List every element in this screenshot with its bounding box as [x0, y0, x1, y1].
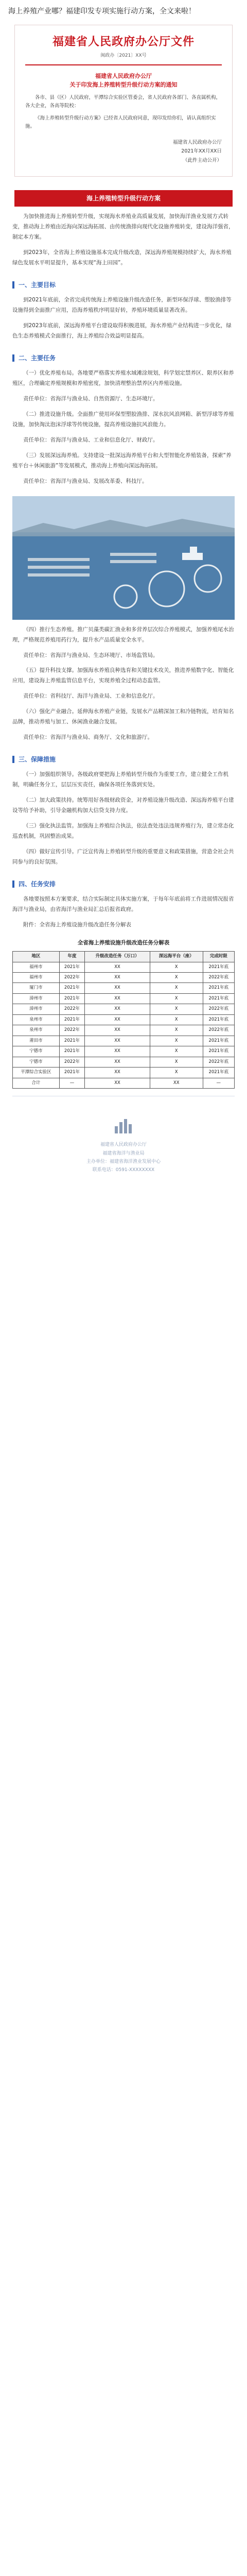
section-paragraph: （四）做好宣传引导。广泛宣传海上养殖转型升级的重要意义和政策措施，营造全社会共同参与的良好氛围。: [12, 849, 234, 866]
section-heading-text: 一、主要目标: [19, 281, 56, 289]
table-cell: XX: [85, 1025, 150, 1036]
table-cell: X: [150, 983, 203, 993]
table-cell: XX: [85, 1067, 150, 1078]
table-cell: X: [150, 1014, 203, 1025]
table-cell: XX: [150, 1078, 203, 1088]
table-cell: 2022年底: [203, 1057, 234, 1067]
aquaculture-illustration: [12, 496, 235, 620]
table-cell: 2021年底: [203, 1046, 234, 1057]
table-cell: 宁德市: [13, 1046, 60, 1057]
section-heading: [12, 754, 235, 765]
section-1: [0, 280, 247, 342]
section-heading-text: 二、主要任务: [19, 354, 56, 362]
plan-title-bar: 海上养殖转型升级行动方案: [14, 190, 233, 207]
section-paragraph: 到2021年底前，全省完成传统海上养殖设施升级改造任务，新型环保浮球、塑胶渔排等设施得到全面推广应用，沿海养殖秩序明显好转，养殖环境质量显著改善。: [12, 297, 232, 314]
intro-paragraph: 到2023年，全省海上养殖设施基本完成升级改造，深远海养殖规模持续扩大，海水养殖绿色发展水平明显提升，基本实现“海上田园”。: [12, 249, 232, 266]
responsible-units: 责任单位：省海洋与渔业局、生态环境厅、市场监管局。: [23, 652, 158, 658]
table-cell: XX: [85, 1078, 150, 1088]
table-header-cell: 深远海平台（座）: [150, 952, 203, 962]
table-cell: 漳州市: [13, 1004, 60, 1014]
section-marker-icon: [12, 756, 14, 763]
table-cell: 宁德市: [13, 1057, 60, 1067]
table-row: [13, 1036, 235, 1046]
table-row: [13, 1057, 235, 1067]
table-cell: XX: [85, 1036, 150, 1046]
section-paragraph: （一）优化养殖布局。各地要严格落实养殖水域滩涂规划，科学划定禁养区、限养区和养殖区，合理确定养殖规模和养殖密度，加快清理整治禁养区内养殖设施。: [12, 370, 234, 387]
table-cell: 2021年: [59, 1036, 84, 1046]
table-title: 全省海上养殖设施升级改造任务分解表: [77, 940, 170, 946]
table-row: [13, 972, 235, 982]
doc-sign-issuer: 福建省人民政府办公厅: [172, 140, 222, 146]
table-cell: 2021年: [59, 983, 84, 993]
table-cell: 2021年: [59, 993, 84, 1004]
table-header-cell: 地区: [13, 952, 60, 962]
table-cell: 2022年底: [203, 972, 234, 982]
table-cell: 泉州市: [13, 1014, 60, 1025]
section-2-continued: [0, 625, 247, 743]
article-title: 海上养殖产业哪？福建印发专项实施行动方案，全文来啦！: [8, 7, 196, 15]
section-paragraph: （三）强化执法监管。加强海上养殖综合执法，依法查处违法违规养殖行为，建立常态化巡查机制，巩固整治成果。: [12, 823, 234, 840]
table-header-cell: 年度: [59, 952, 84, 962]
table-cell: XX: [85, 983, 150, 993]
plan-intro: [0, 212, 247, 268]
doc-sign-note: （此件主动公开）: [182, 157, 222, 163]
table-cell: 合计: [13, 1078, 60, 1088]
section-paragraph: （二）推进设施升级。全面推广使用环保型塑胶渔排、深水抗风浪网箱、新型浮球等养殖设施，加快淘汰泡沫浮球等传统设施，提高养殖设施抗风浪能力。: [12, 411, 234, 428]
table-cell: 2021年底: [203, 983, 234, 993]
table-row: [13, 1078, 235, 1088]
section-3: [0, 754, 247, 868]
table-cell: XX: [85, 1057, 150, 1067]
footer-lines: [62, 1141, 185, 1174]
table-cell: 2021年: [59, 1067, 84, 1078]
table-cell: 2022年底: [203, 1004, 234, 1014]
table-cell: 福州市: [13, 962, 60, 972]
table-cell: X: [150, 1025, 203, 1036]
aquaculture-photo: [12, 496, 235, 620]
table-cell: 漳州市: [13, 993, 60, 1004]
task-table: [12, 951, 235, 1089]
table-cell: 2022年: [59, 1025, 84, 1036]
doc-header: 福建省人民政府办公厅文件: [52, 35, 195, 48]
intro-paragraph: 为加快推进海上养殖转型升级，实现海水养殖业高质量发展，加快海洋渔业发展方式转变，推动海上养殖由近海向深远海拓展、由传统渔排向现代化设施养殖转变，建设海洋强省，制定本方案。: [12, 213, 234, 240]
footer-line: 联系电话：0591-XXXXXXXX: [92, 1167, 155, 1173]
table-cell: 2022年: [59, 1004, 84, 1014]
table-cell: 2021年: [59, 1046, 84, 1057]
section-heading: [12, 280, 235, 290]
table-row: [13, 983, 235, 993]
doc-issuer: 福建省人民政府办公厅: [95, 72, 152, 79]
table-row: [13, 1025, 235, 1036]
section-heading-text: 三、保障措施: [19, 756, 56, 764]
official-document: [14, 25, 233, 177]
table-cell: —: [59, 1078, 84, 1088]
responsible-units: 责任单位：省海洋与渔业局、工业和信息化厅、财政厅。: [23, 436, 158, 443]
section-paragraph: （六）强化产业融合。延伸海水养殖产业链，发展水产品精深加工和冷链物流，培育知名品牌，推动养殖与加工、休闲渔业融合发展。: [12, 708, 234, 725]
footer: [62, 1117, 185, 1174]
table-cell: XX: [85, 1014, 150, 1025]
table-cell: 泉州市: [13, 1025, 60, 1036]
section-paragraph: （三）发展深远海养殖。支持建设一批深远海养殖平台和大型智能化养殖装备，探索“养殖平台＋休闲旅游”等发展模式，推动海上养殖向深远海拓展。: [12, 452, 232, 469]
doc-paragraph: 《海上养殖转型升级行动方案》已经省人民政府同意，现印发给你们，请认真组织实施。: [25, 115, 216, 130]
table-cell: 2022年: [59, 1057, 84, 1067]
table-row: [13, 1014, 235, 1025]
emblem-icon: [112, 1117, 135, 1134]
table-cell: 2022年底: [203, 1025, 234, 1036]
table-cell: XX: [85, 1046, 150, 1057]
section-paragraph: （一）加强组织领导。各级政府要把海上养殖转型升级作为重要工作，建立健全工作机制，明确任务分工，层层压实责任，确保各项任务落到实处。: [12, 771, 228, 788]
table-cell: —: [203, 1078, 234, 1088]
section-4: [0, 879, 247, 930]
table-cell: 平潭综合实验区: [13, 1067, 60, 1078]
table-cell: X: [150, 1057, 203, 1067]
table-cell: 2021年底: [203, 1036, 234, 1046]
table-cell: 莆田市: [13, 1036, 60, 1046]
table-cell: XX: [85, 962, 150, 972]
table-cell: 2021年底: [203, 1067, 234, 1078]
table-row: [13, 1046, 235, 1057]
table-body: [13, 962, 235, 1089]
table-header-cell: 完成时限: [203, 952, 234, 962]
table-header-cell: 升级改造任务（万口）: [85, 952, 150, 962]
section-paragraph: （五）提升科技支撑。加强海水养殖良种选育和关键技术攻关，推进养殖数字化、智能化应用，建设海上养殖监管信息平台，实现养殖全过程动态监管。: [12, 667, 234, 684]
section-paragraph: 到2023年底前，深远海养殖平台建设取得积极进展，海水养殖产业结构进一步优化，绿色生态养殖模式全面推行，海上养殖综合效益明显提高。: [12, 322, 232, 339]
table-row: [13, 1004, 235, 1014]
table-row: [13, 993, 235, 1004]
responsible-units: 责任单位：省海洋与渔业局、自然资源厅、生态环境厅。: [23, 396, 158, 402]
doc-signature: [25, 138, 222, 164]
section-heading: [12, 879, 235, 889]
doc-sign-date: 2021年XX月XX日: [181, 148, 222, 155]
section-marker-icon: [12, 354, 14, 362]
table-cell: 2021年: [59, 1014, 84, 1025]
table-cell: X: [150, 1067, 203, 1078]
red-divider: [25, 64, 222, 65]
table-cell: X: [150, 1036, 203, 1046]
table-cell: X: [150, 1046, 203, 1057]
table-cell: 2021年底: [203, 962, 234, 972]
table-cell: 厦门市: [13, 983, 60, 993]
table-cell: XX: [85, 1004, 150, 1014]
doc-body: [25, 94, 222, 131]
section-paragraph: （二）加大政策扶持。统筹用好各级财政资金，对养殖设施升级改造、深远海养殖平台建设等给予补助，引导金融机构加大信贷支持力度。: [12, 797, 234, 814]
responsible-units: 责任单位：省科技厅、海洋与渔业局、工业和信息化厅。: [23, 693, 158, 700]
table-cell: XX: [85, 993, 150, 1004]
footer-line: 主办单位：福建省海洋渔业发展中心: [86, 1159, 161, 1164]
table-cell: 福州市: [13, 972, 60, 982]
table-cell: X: [150, 972, 203, 982]
table-cell: X: [150, 993, 203, 1004]
table-cell: X: [150, 962, 203, 972]
section-2: [0, 353, 247, 487]
table-cell: XX: [85, 972, 150, 982]
table-cell: 2021年: [59, 962, 84, 972]
table-cell: 2022年: [59, 972, 84, 982]
doc-title: 关于印发海上养殖转型升级行动方案的通知: [69, 81, 178, 89]
doc-number: 闽政办〔2021〕XX号: [100, 53, 147, 59]
section-heading: [12, 353, 235, 363]
table-cell: 2021年底: [203, 993, 234, 1004]
section-marker-icon: [12, 880, 14, 888]
responsible-units: 责任单位：省海洋与渔业局、商务厅、文化和旅游厅。: [23, 734, 153, 741]
footer-line: 福建省海洋与渔业局: [102, 1150, 145, 1156]
attachment-label: 附件：全省海上养殖设施升级改造任务分解表: [23, 922, 131, 928]
table-row: [13, 962, 235, 972]
table-header-row: [13, 952, 235, 962]
section-heading-text: 四、任务安排: [19, 880, 56, 888]
footer-line: 福建省人民政府办公厅: [100, 1142, 147, 1148]
doc-paragraph: 各市、县（区）人民政府，平潭综合实验区管委会，省人民政府各部门、各直属机构，各大企业，各高等院校：: [25, 94, 221, 109]
table-row: [13, 1067, 235, 1078]
section-paragraph: 各地要按照本方案要求，结合实际制定具体实施方案，于每年年底前将工作进展情况报省海洋与渔业局，由省海洋与渔业局汇总后报省政府。: [12, 896, 234, 913]
responsible-units: 责任单位：省海洋与渔业局、发展改革委、科技厅。: [23, 478, 148, 484]
section-marker-icon: [12, 281, 14, 289]
table-cell: X: [150, 1004, 203, 1014]
table-cell: 2021年底: [203, 1014, 234, 1025]
section-paragraph: （四）推行生态养殖。推广贝藻类碳汇渔业和多营养层次综合养殖模式，加强养殖尾水治理，严格规范养殖用药行为，提升水产品质量安全水平。: [12, 626, 234, 643]
